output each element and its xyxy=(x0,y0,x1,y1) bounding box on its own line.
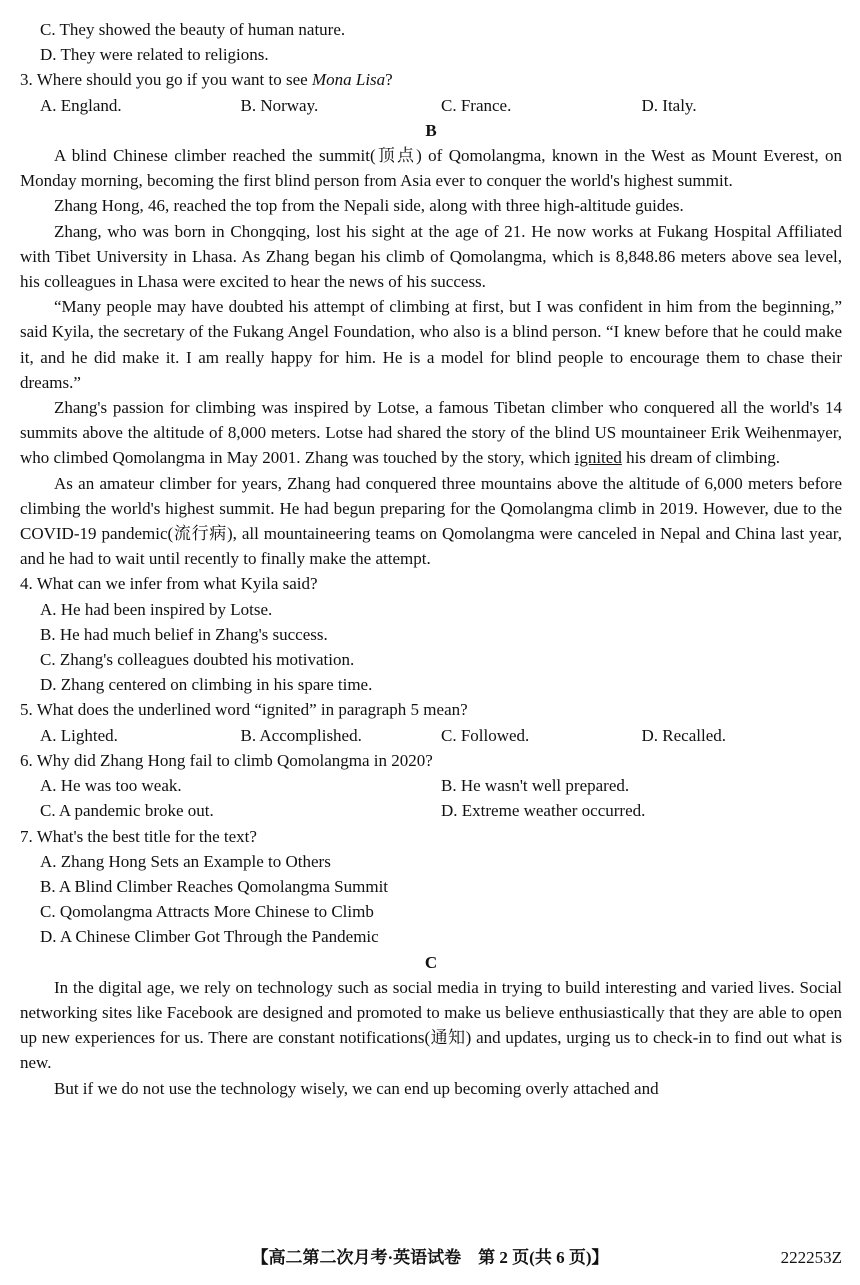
footer-code: 222253Z xyxy=(780,1248,842,1267)
b-paragraph-6: As an amateur climber for years, Zhang had conquered three mountains above the altitude of 6,000 meters before climbing the world's highest summit. He had begun preparing for the Qomolangma climb in 2019. However, due to the COVID-19 pandemic(流行病), all mountaineering teams on Qomolangma were canceled in Nepal and China last year, and he had to wait until recently to finally make the attempt. xyxy=(20,473,842,569)
q7-option-a: A. Zhang Hong Sets an Example to Others xyxy=(40,851,331,871)
q3-option-b: B. Norway. xyxy=(240,95,319,115)
section-c-heading: C xyxy=(424,952,438,972)
b-paragraph-1: A blind Chinese climber reached the summit(顶点) of Qomolangma, known in the West as Mount Everest, on Monday morning, becoming the first blind person from Asia ever to conquer the world's highest summit. xyxy=(20,146,842,191)
q7-option-b: B. A Blind Climber Reaches Qomolangma Summit xyxy=(40,876,389,896)
footer-title: 【高二第二次月考·英语试卷 第 2 页(共 6 页)】 xyxy=(251,1248,609,1267)
c-paragraph-1: In the digital age, we rely on technology such as social media in trying to build interesting and varied lives. Social networking sites like Facebook are designed and promoted to make us believe enthusiastically that they are able to open up new experiences for us. There are constant notifications(通知) and updates, urging us to check-in to find out what is new. xyxy=(20,977,842,1073)
q4-option-d: D. Zhang centered on climbing in his spare time. xyxy=(40,675,373,695)
q5-option-a: A. Lighted. xyxy=(40,725,118,745)
section-b-heading: B xyxy=(425,120,437,140)
q5-option-b: B. Accomplished. xyxy=(240,725,362,745)
q5-option-c: C. Followed. xyxy=(441,725,530,745)
q3-stem-prefix: 3. Where should you go if you want to see xyxy=(20,70,312,90)
q4-stem: 4. What can we infer from what Kyila said? xyxy=(20,574,318,594)
q3-option-a: A. England. xyxy=(40,95,122,115)
b-paragraph-5 xyxy=(20,395,842,471)
q3-option-d: D. Italy. xyxy=(641,95,697,115)
q6-option-a: A. He was too weak. xyxy=(40,776,182,796)
q7-option-d: D. A Chinese Climber Got Through the Pandemic xyxy=(40,927,379,947)
q5-stem: 5. What does the underlined word “ignited” in paragraph 5 mean? xyxy=(20,700,468,720)
q6-option-d: D. Extreme weather occurred. xyxy=(441,801,646,821)
b-paragraph-5-text: Zhang's passion for climbing was inspired by Lotse, a famous Tibetan climber who conquered all the world's 14 summits above the altitude of 8,000 meters. Lotse had shared the story of the blind US mountaineer Erik Weihenmayer, who climbed Qomolangma in May 2001. Zhang was touched by the story, which xyxy=(20,398,842,468)
b-paragraph-2: Zhang Hong, 46, reached the top from the Nepali side, along with three high-altitude guides. xyxy=(54,196,684,216)
q3-option-c: C. France. xyxy=(441,95,512,115)
q6-options-row-1 xyxy=(20,773,842,798)
b-paragraph-5-tail: his dream of climbing. xyxy=(621,448,780,468)
q3-stem xyxy=(20,67,842,92)
c-paragraph-2: But if we do not use the technology wisely, we can end up becoming overly attached and xyxy=(54,1078,659,1098)
q4-option-c: C. Zhang's colleagues doubted his motivation. xyxy=(40,650,355,670)
q3-stem-suffix: ? xyxy=(385,70,393,90)
b-paragraph-3: Zhang, who was born in Chongqing, lost his sight at the age of 21. He now works at Fukang Hospital Affiliated with Tibet University in Lhasa. As Zhang began his climb of Qomolangma, which is 8,848.86 meters above sea level, his colleagues in Lhasa were excited to hear the news of his success. xyxy=(20,221,842,292)
q6-stem: 6. Why did Zhang Hong fail to climb Qomolangma in 2020? xyxy=(20,750,433,770)
q6-option-c: C. A pandemic broke out. xyxy=(40,801,214,821)
b-paragraph-4: “Many people may have doubted his attempt of climbing at first, but I was confident in him from the beginning,” said Kyila, the secretary of the Fukang Angel Foundation, who also is a blind person. “I knew before that he could make it, and he did make it. I am really happy for him. He is a model for blind people to encourage them to chase their dreams.” xyxy=(20,297,842,392)
q7-stem: 7. What's the best title for the text? xyxy=(20,826,257,846)
q3-options xyxy=(20,93,842,118)
q6-options-row-2 xyxy=(20,798,842,823)
q2-option-d: D. They were related to religions. xyxy=(40,45,269,65)
q5-option-d: D. Recalled. xyxy=(641,725,726,745)
q4-option-b: B. He had much belief in Zhang's success. xyxy=(40,624,328,644)
q7-option-c: C. Qomolangma Attracts More Chinese to Climb xyxy=(40,902,374,922)
q4-option-a: A. He had been inspired by Lotse. xyxy=(40,599,273,619)
q6-option-b: B. He wasn't well prepared. xyxy=(441,776,630,796)
underlined-word-ignited: ignited xyxy=(574,448,622,468)
q5-options xyxy=(20,723,842,748)
q2-option-c: C. They showed the beauty of human nature. xyxy=(40,20,346,39)
page-footer xyxy=(0,1245,860,1271)
page-content xyxy=(20,17,842,1101)
q3-stem-italic: Mona Lisa xyxy=(311,70,386,90)
